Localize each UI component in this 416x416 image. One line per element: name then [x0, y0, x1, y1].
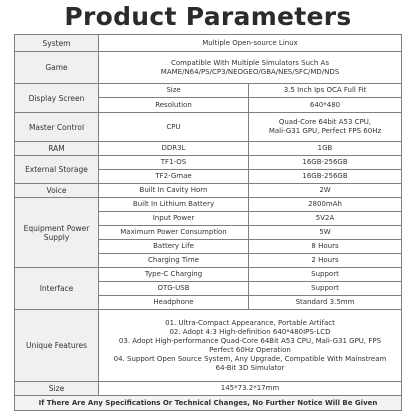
interface-label: Interface [15, 268, 99, 310]
tf1-value: 16GB-256GB [249, 156, 402, 170]
ram-value: 1GB [249, 142, 402, 156]
row-features [15, 310, 402, 382]
voice-label: Voice [15, 184, 99, 198]
cpu-label: CPU [99, 113, 249, 142]
size-label: Size [15, 382, 99, 396]
charging-time-label: Charging Time [99, 254, 249, 268]
typec-value: Support [249, 268, 402, 282]
features-list [99, 310, 402, 382]
cpu-value [249, 113, 402, 142]
voice-value: 2W [249, 184, 402, 198]
control-label: Master Control [15, 113, 99, 142]
battery-life-label: Battery Life [99, 240, 249, 254]
row-game [15, 52, 402, 84]
row-master-control [15, 113, 402, 142]
system-label: System [15, 35, 99, 52]
storage-label: External Storage [15, 156, 99, 184]
cpu-value-line1: Quad-Core 64bit A53 CPU, [278, 118, 372, 126]
size-value: 145*73.2*17mm [99, 382, 402, 396]
power-label: Equipment Power Supply [15, 198, 99, 268]
display-res-label: Resolution [99, 98, 249, 113]
system-value: Multiple Open-source Linux [99, 35, 402, 52]
input-value: 5V2A [249, 212, 402, 226]
display-label: Display Screen [15, 84, 99, 113]
battery-label: Built In Lithium Battery [99, 198, 249, 212]
spec-table [14, 34, 402, 411]
tf1-label: TF1-OS [99, 156, 249, 170]
game-value-line2: MAME/N64/PS/CP3/NEOGEO/GBA/NES/SFC/MD/NDS [160, 67, 340, 76]
tf2-label: TF2-Gmae [99, 170, 249, 184]
row-voice [15, 184, 402, 198]
charging-time-value: 2 Hours [249, 254, 402, 268]
feature-line: Perfect 60Hz Operation [209, 345, 291, 354]
feature-line: 03. Adopt High-performance Quad-Core 64Bit A53 CPU, Mali-G31 GPU, FPS [118, 336, 382, 345]
row-interface-typec [15, 268, 402, 282]
ram-type: DDR3L [99, 142, 249, 156]
display-res-value: 640*480 [249, 98, 402, 113]
max-power-label: Maximum Power Consumption [99, 226, 249, 240]
page-title: Product Parameters [64, 2, 352, 31]
display-size-value: 3.5 Inch Ips OCA Full Fit [249, 84, 402, 98]
input-label: Input Power [99, 212, 249, 226]
feature-line: 04. Support Open Source System, Any Upgrade, Compatible With Mainstream [113, 354, 387, 363]
tf2-value: 16GB-256GB [249, 170, 402, 184]
row-ram [15, 142, 402, 156]
row-system [15, 35, 402, 52]
row-storage-tf1 [15, 156, 402, 170]
voice-sub: Built In Cavity Horn [99, 184, 249, 198]
game-value [99, 52, 402, 84]
row-footer [15, 396, 402, 411]
headphone-value: Standard 3.5mm [249, 296, 402, 310]
feature-line: 64-Bit 3D Simulator [215, 363, 285, 372]
typec-label: Type-C Charging [99, 268, 249, 282]
ram-label: RAM [15, 142, 99, 156]
feature-line: 01. Ultra-Compact Appearance, Portable Artifact [165, 318, 335, 327]
features-label: Unique Features [15, 310, 99, 382]
battery-life-value: 8 Hours [249, 240, 402, 254]
display-size-label: Size [99, 84, 249, 98]
cpu-value-line2: Mali-G31 GPU, Perfect FPS 60Hz [268, 127, 382, 135]
battery-value: 2800mAh [249, 198, 402, 212]
headphone-label: Headphone [99, 296, 249, 310]
max-power-value: 5W [249, 226, 402, 240]
feature-line: 02. Adopt 4:3 High-definition 640*480IPS-LCD [169, 327, 331, 336]
row-display-size [15, 84, 402, 98]
row-power-battery [15, 198, 402, 212]
otg-label: OTG-USB [99, 282, 249, 296]
otg-value: Support [249, 282, 402, 296]
game-label: Game [15, 52, 99, 84]
footer-notice: If There Are Any Specifications Or Technical Changes, No Further Notice Will Be Given [15, 396, 402, 411]
game-value-line1: Compatible With Multiple Simulators Such As [171, 58, 329, 67]
row-size [15, 382, 402, 396]
